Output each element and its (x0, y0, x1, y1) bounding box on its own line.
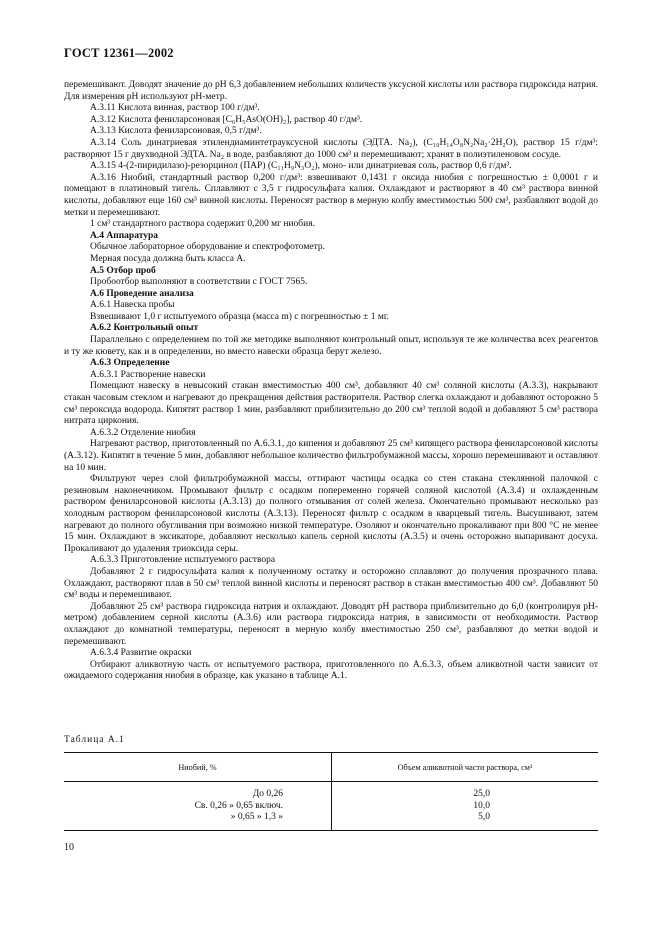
section-heading: А.4 Аппаратура (90, 230, 159, 241)
data-table (64, 752, 598, 831)
paragraph: Помещают навеску в невысокий стакан вместимостью 400 см³, добавляют 40 см³ соляной кислоты (А.3.3), накрывают стакан часовым стеклом и нагревают до прекращения действия растворителя. Раствор слегка охлаждают и добавляют осторожно 5 см³ пероксида водорода. Кипятят раствор 1 мин, разбавляют приблизительно до 200 см³ теплой водой и добавляют 5 см³ раствора нитрата циркония. (64, 381, 598, 427)
paragraph: Отбирают аликвотную часть от испытуемого раствора, приготовленного по А.6.3.3, объем аликвотной части зависит от ожидаемого содержания ниобия в образце, как указано в таблице А.1. (64, 659, 598, 682)
paragraph: Взвешивают 1,0 г испытуемого образца (масса m) с погрешностью ± 1 мг. (90, 311, 390, 322)
table-row (64, 812, 598, 830)
paragraph: Добавляют 2 г гидросульфата калия к полученному остатку и осторожно сплавляют до получения прозрачного плава. Охлаждают, растворяют плав в 50 см³ теплой винной кислоты и переносят раствор в стакан вместимостью 400 см³. Добавляют 50 см³ воды и перемешивают. (64, 566, 598, 601)
paragraph: А.3.15 4-(2-пиридилазо)-резорцинол (ПАР) (C₁₁H₉N₃O₂), моно- или динатриевая соль, раствор 0,6 г/дм³. (90, 161, 512, 172)
table-row (64, 801, 598, 813)
paragraph: Параллельно с определением по той же методике выполняют контрольный опыт, используя те же количества всех реагентов и ту же кювету, как и в определении, но вместо навески образца берут железо. (64, 335, 598, 357)
section-heading: А.6.2 Контрольный опыт (90, 323, 199, 334)
subsection-heading: А.6.1 Навеска пробы (90, 300, 175, 311)
subsection-heading: А.6.3.2 Отделение ниобия (90, 427, 196, 438)
column-header-volume: Объем аликвотной части раствора, см³ (332, 753, 599, 782)
page-header: ГОСТ 12361—2002 (64, 46, 174, 60)
table-caption: Таблица А.1 (64, 735, 125, 745)
paragraph: А.3.14 Соль динатриевая этилендиаминтетрауксусной кислоты (ЭДТА. Na₂), (C₁₀H₁₄O₈N₂Na₂·2H₂O), раствор 15 г/дм³: растворяют 15 г двухводной ЭДТА. Na₂ в воде, разбавляют до 1000 см³ и перемешивают; хранят в полиэтиленовом сосуде. (64, 137, 598, 160)
table-row (64, 782, 598, 801)
cell-niobium: Св. 0,26 » 0,65 включ. (64, 801, 332, 813)
paragraph: Пробоотбор выполняют в соответствии с ГОСТ 7565. (90, 277, 308, 288)
page-number: 10 (64, 842, 74, 853)
paragraph: А.3.12 Кислота фениларсоновая [C₆H₅AsO(OH)₂], раствор 40 г/дм³. (90, 114, 363, 125)
table-header-row (64, 753, 598, 782)
paragraph: А.3.16 Ниобий, стандартный раствор 0,200 г/дм³: взвешивают 0,1431 г оксида ниобия с погрешностью ± 0,0001 г и помещают в платиновый тигель. Сплавляют с 3,5 г гидросульфата калия. Охлаждают и растворяют в 40 см³ раствора винной кислоты, добавляют еще 160 см³ винной кислоты. Переносят раствор в мерную колбу вместимостью 500 см³, разбавляют водой до метки и перемешивают. (64, 172, 598, 218)
paragraph: перемешивают. Доводят значение до pH 6,3 добавлением небольших количеств уксусной кислоты или раствора гидроксида натрия. Для измерения pH используют pH-метр. (64, 80, 598, 102)
cell-niobium: До 0,26 (64, 782, 332, 801)
cell-volume: 5,0 (332, 812, 599, 830)
paragraph: Обычное лабораторное оборудование и спектрофотометр. (90, 242, 325, 253)
cell-volume: 25,0 (473, 789, 490, 799)
cell-niobium: » 0,65 » 1,3 » (64, 812, 332, 830)
paragraph: 1 см³ стандартного раствора содержит 0,200 мг ниобия. (90, 219, 315, 230)
paragraph: Мерная посуда должна быть класса А. (90, 253, 246, 264)
document-body (64, 80, 598, 683)
paragraph: А.3.11 Кислота винная, раствор 100 г/дм³. (90, 103, 260, 114)
paragraph: А.3.13 Кислота фениларсоновая, 0,5 г/дм³. (90, 126, 262, 137)
subsection-heading: А.6.3.1 Растворение навески (90, 369, 206, 380)
section-heading: А.6.3 Определение (90, 358, 170, 369)
cell-volume: 10,0 (473, 800, 490, 811)
paragraph: Фильтруют через слой фильтробумажной массы, оттирают частицы осадка со стен стакана стеклянной палочкой с резиновым наконечником. Промывают фильтр с осадком попеременно горячей соляной кислотой (А.3.4) и охлажденным раствором фениларсоновой кислоты (А.3.13) до полного отмывания от солей железа. Окончательно промывают несколько раз холодным раствором фениларсоновой кислоты (А.3.13). Переносят фильтр с осадком в кварцевый тигель. Высушивают, затем нагревают до полного обугливания при возможно низкой температуре. Озоляют и окончательно прокаливают при 800 °С не менее 15 мин. Охлаждают в эксикаторе, добавляют несколько капель серной кислоты (А.3.5) и очень осторожно выпаривают досуха. Прокаливают до удаления триоксида серы. (64, 474, 598, 554)
paragraph: Нагревают раствор, приготовленный по А.6.3.1, до кипения и добавляют 25 см³ кипящего раствора фениларсоновой кислоты (А.3.12). Кипятят в течение 5 мин, добавляют небольшое количество фильтробумажной массы, хорошо перемешивают и оставляют на 10 мин. (64, 439, 598, 473)
paragraph: Добавляют 25 см³ раствора гидроксида натрия и охлаждают. Доводят pH раствора приблизительно до 6,0 (контролируя pH-метром) добавлением серной кислоты (А.3.6) или раствора гидроксида натрия, в зависимости от необходимости. Раствор охлаждают до комнатной температуры, переносят в мерную колбу вместимостью 250 см³, разбавляют до метки водой и перемешивают. (64, 601, 598, 647)
column-header-niobium: Ниобий, % (64, 753, 332, 782)
section-heading: А.6 Проведение анализа (90, 288, 194, 299)
section-heading: А.5 Отбор проб (90, 265, 156, 276)
subsection-heading: А.6.3.4 Развитие окраски (90, 648, 192, 659)
subsection-heading: А.6.3.3 Приготовление испытуемого раствора (90, 555, 276, 566)
